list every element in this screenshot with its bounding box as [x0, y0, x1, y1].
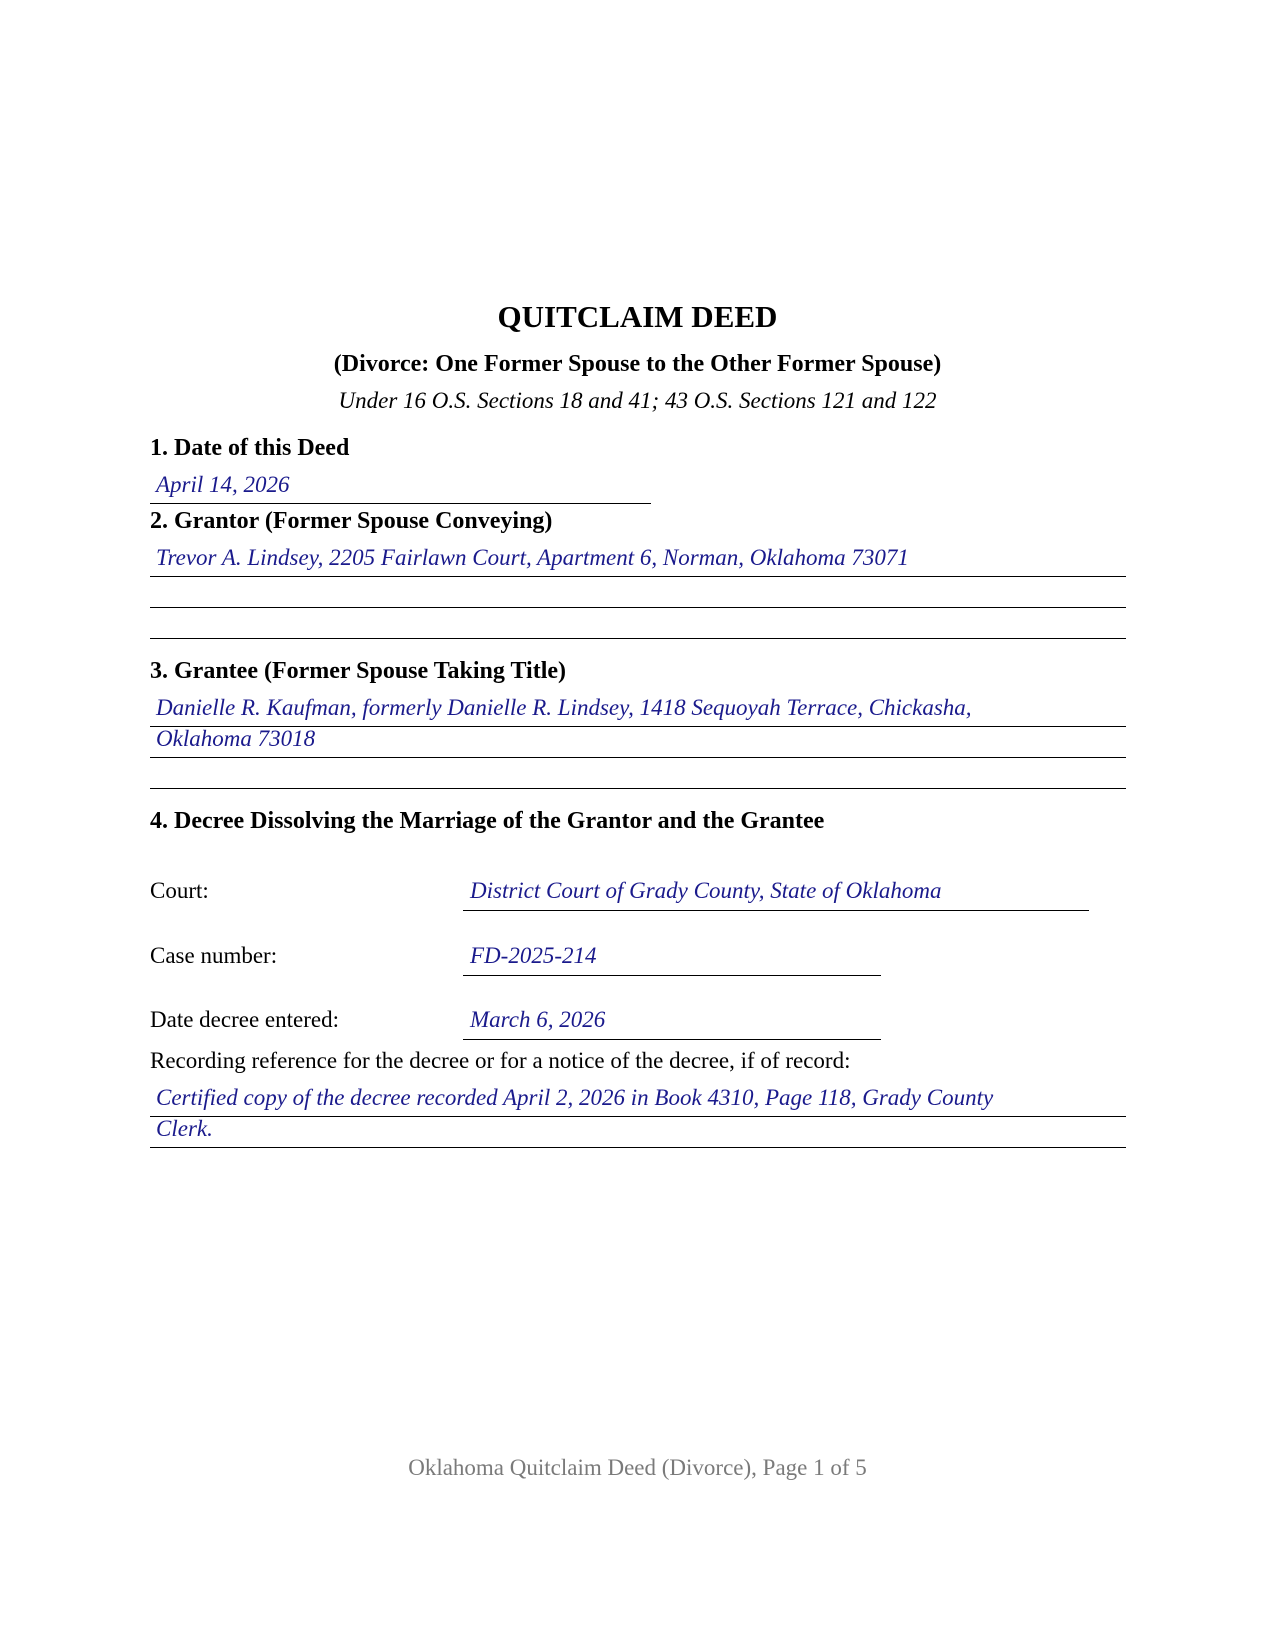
- statute-reference: Under 16 O.S. Sections 18 and 41; 43 O.S. Sections 121 and 122: [338, 388, 937, 413]
- grantee-line-1[interactable]: Danielle R. Kaufman, formerly Danielle R. Lindsey, 1418 Sequoyah Terrace, Chickasha,: [156, 695, 972, 720]
- grantor-line-1[interactable]: Trevor A. Lindsey, 2205 Fairlawn Court, Apartment 6, Norman, Oklahoma 73071: [156, 545, 909, 570]
- page-footer: Oklahoma Quitclaim Deed (Divorce), Page 1 of 5: [408, 1455, 867, 1480]
- grantee-underline-2: [150, 757, 1126, 758]
- recording-underline-1: [150, 1116, 1126, 1117]
- document-subtitle: (Divorce: One Former Spouse to the Other Former Spouse): [333, 351, 942, 377]
- grantee-underline-3: [150, 788, 1126, 789]
- recording-underline-2: [150, 1147, 1126, 1148]
- section3-heading: 3. Grantee (Former Spouse Taking Title): [150, 658, 567, 684]
- deed-date-field[interactable]: April 14, 2026: [156, 472, 290, 497]
- recording-line-1[interactable]: Certified copy of the decree recorded April 2, 2026 in Book 4310, Page 118, Grady County: [156, 1085, 994, 1110]
- case-number-label: Case number:: [150, 943, 278, 968]
- court-underline: [463, 910, 1089, 911]
- recording-reference-label: Recording reference for the decree or for a notice of the decree, if of record:: [150, 1048, 851, 1073]
- decree-date-underline: [463, 1039, 881, 1040]
- recording-line-2[interactable]: Clerk.: [156, 1116, 213, 1141]
- deed-date-underline: [150, 503, 651, 504]
- court-label: Court:: [150, 878, 209, 903]
- section4-heading: 4. Decree Dissolving the Marriage of the Grantor and the Grantee: [150, 808, 825, 834]
- section2-heading: 2. Grantor (Former Spouse Conveying): [150, 508, 553, 534]
- case-number-field[interactable]: FD-2025-214: [470, 943, 597, 968]
- grantor-underline-2: [150, 607, 1126, 608]
- case-number-underline: [463, 975, 881, 976]
- decree-date-field[interactable]: March 6, 2026: [470, 1007, 606, 1032]
- section1-heading: 1. Date of this Deed: [150, 435, 350, 461]
- court-field[interactable]: District Court of Grady County, State of Oklahoma: [470, 878, 942, 903]
- grantee-line-2[interactable]: Oklahoma 73018: [156, 726, 316, 751]
- grantor-underline-1: [150, 576, 1126, 577]
- document-title: QUITCLAIM DEED: [497, 299, 778, 334]
- decree-date-label: Date decree entered:: [150, 1007, 339, 1032]
- grantor-underline-3: [150, 638, 1126, 639]
